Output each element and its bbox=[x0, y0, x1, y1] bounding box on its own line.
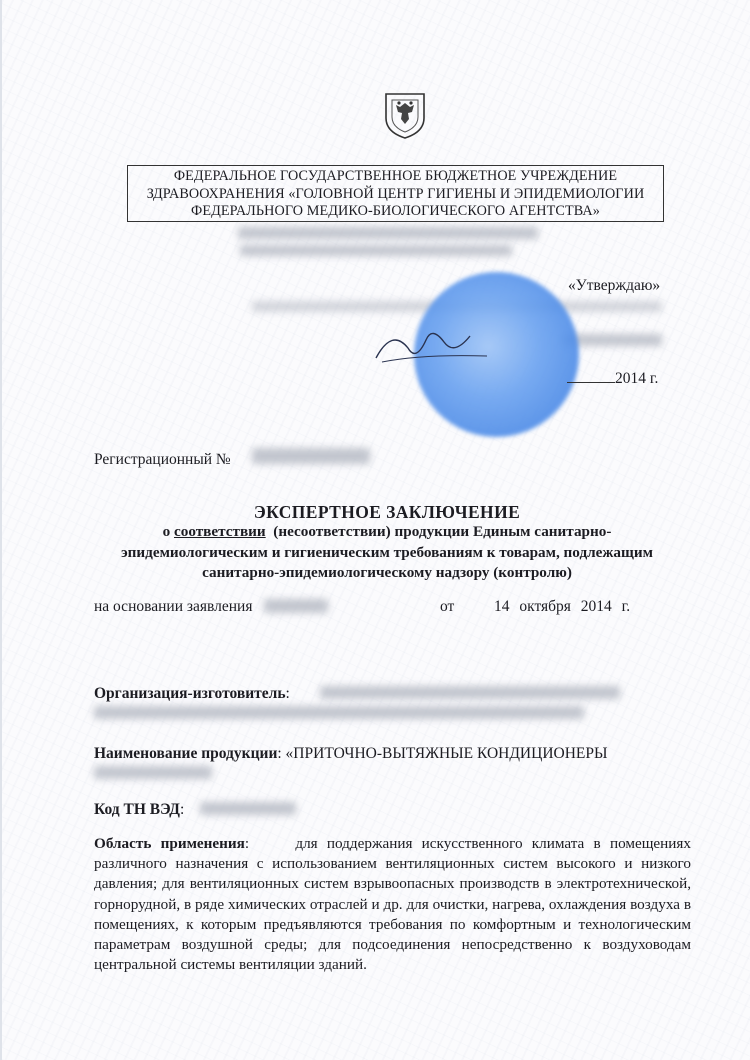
redacted-address-1 bbox=[238, 227, 538, 239]
organization-line-3: ФЕДЕРАЛЬНОГО МЕДИКО-БИОЛОГИЧЕСКОГО АГЕНТСТВА» bbox=[191, 203, 600, 219]
tn-ved-code-label: Код ТН ВЭД bbox=[94, 801, 180, 818]
approval-date-underline bbox=[567, 382, 615, 383]
scope-colon: : bbox=[244, 835, 250, 852]
registration-number bbox=[94, 451, 231, 469]
redacted-manufacturer-1 bbox=[320, 686, 620, 699]
subtitle-prefix: о bbox=[162, 523, 171, 540]
scope-label: Область применения bbox=[94, 835, 245, 852]
manufacturer-colon: : bbox=[285, 685, 290, 702]
subtitle-underlined-word: соответствии bbox=[173, 523, 266, 540]
product-row bbox=[94, 745, 608, 763]
basis-label: на основании заявления bbox=[94, 598, 253, 615]
product-label: Наименование продукции bbox=[94, 745, 278, 762]
manufacturer-row bbox=[94, 685, 290, 703]
redacted-product-continued bbox=[94, 766, 212, 779]
document-title: ЭКСПЕРТНОЕ ЗАКЛЮЧЕНИЕ bbox=[253, 502, 521, 522]
signature-mark bbox=[372, 318, 492, 368]
basis-day: 14 bbox=[494, 598, 510, 615]
document-subtitle bbox=[72, 522, 702, 584]
tn-ved-code-row bbox=[94, 801, 184, 819]
basis-month: октября bbox=[519, 598, 571, 615]
product-value: : «ПРИТОЧНО-ВЫТЯЖНЫЕ КОНДИЦИОНЕРЫ bbox=[277, 745, 608, 762]
subtitle-line-2: эпидемиологическим и гигиеническим требованиям к товарам, подлежащим bbox=[121, 543, 653, 561]
redacted-tn-ved-code bbox=[200, 802, 296, 815]
organization-header-box bbox=[127, 165, 664, 222]
organization-line-1: ФЕДЕРАЛЬНОЕ ГОСУДАРСТВЕННОЕ БЮДЖЕТНОЕ УЧРЕЖДЕНИЕ bbox=[173, 168, 618, 184]
redacted-manufacturer-2 bbox=[94, 706, 584, 719]
scope-paragraph bbox=[94, 834, 691, 975]
basis-year: 2014 г. bbox=[580, 598, 631, 615]
subtitle-rest: (несоответствии) продукции Единым санитарно- bbox=[273, 523, 612, 540]
manufacturer-label: Организация-изготовитель bbox=[94, 685, 286, 702]
scope-text: для поддержания искусственного климата в помещениях различного назначения с использованием вентиляционных систем высокого и низкого давления; для вентиляционных систем взрывоопасных производств в электротехнической, горнорудной, в ряде химических отраслей и др. для очистки, нагрева, охлаждения воздуха в помещениях, к которым предъявляются требования по комфортным и технологическим параметрам воздушной среды; для подсоединения непосредственно к воздуховодам центральной системы вентиляции зданий. bbox=[94, 835, 692, 974]
redacted-address-2 bbox=[240, 245, 512, 256]
approval-label: «Утверждаю» bbox=[568, 277, 661, 294]
subtitle-line-1 bbox=[72, 522, 702, 543]
subtitle-line-3: санитарно-эпидемиологическому надзору (контролю) bbox=[202, 564, 572, 581]
redacted-application-number bbox=[264, 599, 328, 613]
registration-label: Регистрационный № bbox=[94, 451, 231, 468]
tn-ved-code-colon: : bbox=[179, 801, 185, 818]
coat-of-arms-emblem bbox=[382, 88, 428, 140]
redacted-registration-value bbox=[252, 448, 370, 464]
approval-year: 2014 г. bbox=[615, 370, 659, 387]
organization-line-2: ЗДРАВООХРАНЕНИЯ «ГОЛОВНОЙ ЦЕНТР ГИГИЕНЫ И ЭПИДЕМИОЛОГИИ bbox=[146, 185, 645, 202]
basis-from-label: от bbox=[440, 598, 455, 615]
approval-year-line bbox=[567, 370, 658, 388]
basis-date bbox=[494, 598, 630, 616]
